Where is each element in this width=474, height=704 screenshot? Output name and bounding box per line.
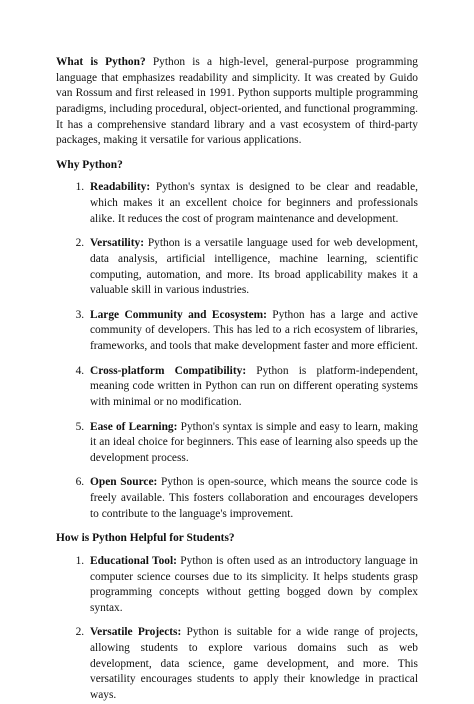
list-item [87,236,418,299]
why-python-heading: Why Python? [56,158,123,171]
list-item [87,420,418,467]
list-item-term: Large Community and Ecosystem: [90,308,267,321]
list-item [87,475,418,522]
list-item-term: Readability: [90,181,151,194]
list-item [87,554,418,617]
list-item-text: Python has a large and active community of developers. This has led to a rich ecosystem of libraries, frameworks, and tools that make development faster and more efficient. [90,308,418,352]
list-item-term: Ease of Learning: [90,420,178,433]
list-item [87,625,418,703]
intro-text: Python is a high-level, general-purpose programming language that emphasizes readability and simplicity. It was created by Guido van Rossum and first released in 1991. Python supports multiple programming paradigms, including procedural, object-oriented, and functional programming. It has a comprehensive standard library and a vast ecosystem of third-party packages, making it versatile for various applications. [56,56,418,147]
intro-label: What is Python? [56,56,146,68]
list-item-text: Python is a versatile language used for web development, data analysis, artificial intelligence, machine learning, scientific computing, automation, and more. Its broad applicability makes it a valuable skill in various industries. [90,237,418,297]
list-item-text: Python is open-source, which means the source code is freely available. This fosters collaboration and encourages developers to contribute to the language's improvement. [90,476,418,520]
list-item-term: Open Source: [90,476,158,489]
list-item-term: Cross-platform Compatibility: [90,364,247,377]
list-item [87,308,418,355]
list-item [87,180,418,227]
list-item-text: Python's syntax is simple and easy to learn, making it an ideal choice for beginners. This ease of learning also speeds up the development process. [90,420,418,464]
intro-paragraph [56,55,418,149]
students-heading: How is Python Helpful for Students? [56,532,235,545]
list-item-term: Versatility: [90,237,144,250]
students-list [56,554,418,704]
list-item-text: Python's syntax is designed to be clear and readable, which makes it an excellent choice for beginners and professionals alike. It reduces the cost of program maintenance and development. [90,181,418,225]
list-item-text: Python is often used as an introductory language in computer science courses due to its simplicity. It helps students grasp programming concepts without getting bogged down by complex syntax. [90,554,418,614]
why-python-list [56,180,418,522]
list-item-term: Educational Tool: [90,554,177,567]
list-item [87,364,418,411]
list-item-text: Python is platform-independent, meaning code written in Python can run on different operating systems with minimal or no modification. [90,364,419,408]
list-item-term: Versatile Projects: [90,626,182,639]
list-item-text: Python is suitable for a wide range of projects, allowing students to explore various domains such as web development, data science, game development, and more. This versatility encourages students to apply their knowledge in practical ways. [90,626,418,701]
